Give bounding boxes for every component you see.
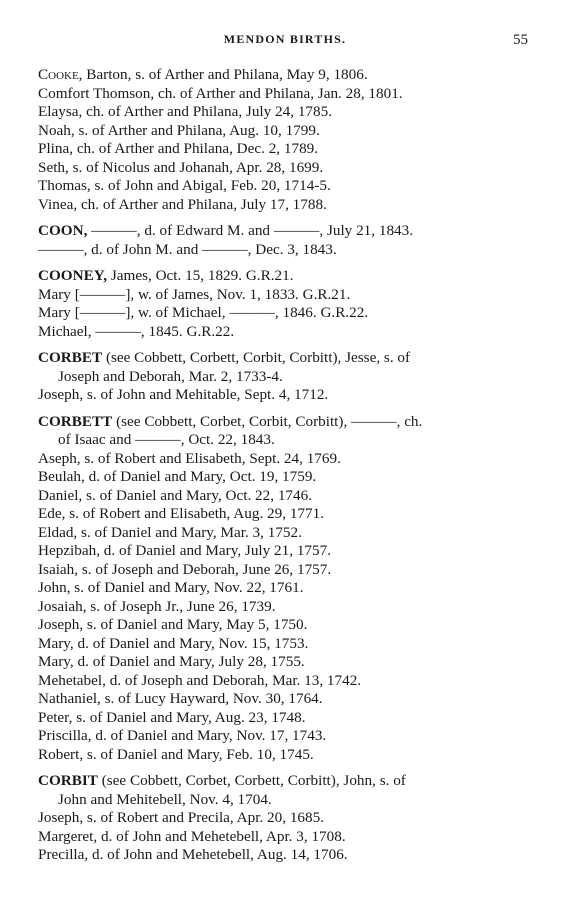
record-text: Joseph and Deborah, Mar. 2, 1733-4. xyxy=(58,367,283,385)
record-line xyxy=(38,561,530,580)
record-line xyxy=(38,177,530,196)
record-text: Aseph, s. of Robert and Elisabeth, Sept. 24, 1769. xyxy=(38,449,341,467)
surname-section xyxy=(38,222,530,259)
record-text: Barton, s. of Arther and Philana, May 9, 1806. xyxy=(82,66,368,83)
record-text: Priscilla, d. of Daniel and Mary, Nov. 17, 1743. xyxy=(38,727,327,744)
record-text: Joseph, s. of Daniel and Mary, May 5, 1750. xyxy=(38,616,308,633)
surname-heading: CORBIT xyxy=(38,772,98,789)
page-number: 55 xyxy=(513,32,528,48)
record-line xyxy=(38,450,530,469)
record-line xyxy=(38,809,530,828)
record-line xyxy=(38,672,530,691)
page-header xyxy=(0,32,570,52)
record-text: James, Oct. 15, 1829. G.R.21. xyxy=(107,267,294,284)
record-text: (see Cobbett, Corbet, Corbit, Corbitt), ———, ch. xyxy=(112,412,423,430)
birth-record-list xyxy=(38,66,530,873)
record-text: John and Mehitebell, Nov. 4, 1704. xyxy=(58,790,272,808)
record-line xyxy=(38,140,530,159)
record-line xyxy=(38,413,530,432)
record-line xyxy=(38,616,530,635)
record-line xyxy=(38,431,530,450)
record-line xyxy=(38,579,530,598)
record-line xyxy=(38,222,530,241)
surname-heading: CORBET xyxy=(38,349,103,366)
record-text: (see Cobbett, Corbet, Corbett, Corbitt), John, s. of xyxy=(97,772,406,789)
record-line xyxy=(38,85,530,104)
surname-section xyxy=(38,267,530,341)
record-line xyxy=(38,368,530,387)
record-text: (see Cobbett, Corbett, Corbit, Corbitt), Jesse, s. of xyxy=(102,349,411,366)
record-text: ———, d. of John M. and ———, Dec. 3, 1843. xyxy=(38,240,337,258)
record-text: Plina, ch. of Arther and Philana, Dec. 2, 1789. xyxy=(38,140,319,157)
record-line xyxy=(38,598,530,617)
record-text: of Isaac and ———, Oct. 22, 1843. xyxy=(58,431,275,448)
record-line xyxy=(38,304,530,323)
record-line xyxy=(38,727,530,746)
record-text: Mary, d. of Daniel and Mary, July 28, 1755. xyxy=(38,653,305,670)
record-text: Daniel, s. of Daniel and Mary, Oct. 22, 1746. xyxy=(38,486,313,504)
surname-heading: COONEY, xyxy=(38,267,108,284)
record-text: Mehetabel, d. of Joseph and Deborah, Mar. 13, 1742. xyxy=(38,671,362,689)
record-line xyxy=(38,746,530,765)
record-line xyxy=(38,542,530,561)
record-line xyxy=(38,122,530,141)
record-text: Seth, s. of Nicolus and Johanah, Apr. 28, 1699. xyxy=(38,158,324,176)
record-text: Beulah, d. of Daniel and Mary, Oct. 19, 1759. xyxy=(38,468,317,485)
surname-section xyxy=(38,66,530,214)
record-line xyxy=(38,468,530,487)
record-line xyxy=(38,487,530,506)
record-line xyxy=(38,505,530,524)
record-text: Elaysa, ch. of Arther and Philana, July 24, 1785. xyxy=(38,103,332,120)
record-text: Mary, d. of Daniel and Mary, Nov. 15, 1753. xyxy=(38,634,309,652)
surname-heading: CORBETT xyxy=(38,412,113,430)
record-line xyxy=(38,828,530,847)
record-text: Robert, s. of Daniel and Mary, Feb. 10, 1745. xyxy=(38,745,314,763)
record-text: Noah, s. of Arther and Philana, Aug. 10, 1799. xyxy=(38,121,320,139)
record-text: Josaiah, s. of Joseph Jr., June 26, 1739. xyxy=(38,597,276,615)
record-line xyxy=(38,323,530,342)
record-line xyxy=(38,846,530,865)
record-line xyxy=(38,267,530,286)
record-line xyxy=(38,196,530,215)
record-line xyxy=(38,286,530,305)
record-line xyxy=(38,349,530,368)
record-text: Precilla, d. of John and Mehetebell, Aug. 14, 1706. xyxy=(38,846,348,863)
record-text: Nathaniel, s. of Lucy Hayward, Nov. 30, 1764. xyxy=(38,690,323,707)
record-text: Mary [———], w. of James, Nov. 1, 1833. G.R.21. xyxy=(38,285,351,303)
surname-heading: COON, xyxy=(38,222,88,239)
record-line xyxy=(38,103,530,122)
record-text: Hepzibah, d. of Daniel and Mary, July 21, 1757. xyxy=(38,542,331,559)
record-line xyxy=(38,791,530,810)
record-line xyxy=(38,386,530,405)
record-line xyxy=(38,524,530,543)
record-text: Vinea, ch. of Arther and Philana, July 17, 1788. xyxy=(38,195,327,213)
record-line xyxy=(38,66,530,85)
surname-section xyxy=(38,349,530,405)
record-text: Michael, ———, 1845. G.R.22. xyxy=(38,322,235,340)
record-text: Thomas, s. of John and Abigal, Feb. 20, 1714-5. xyxy=(38,177,331,194)
surname-section xyxy=(38,413,530,765)
record-line xyxy=(38,635,530,654)
record-text: ———, d. of Edward M. and ———, July 21, 1843. xyxy=(87,222,414,239)
record-text: Joseph, s. of John and Mehitable, Sept. 4, 1712. xyxy=(38,386,329,403)
record-text: Mary [———], w. of Michael, ———, 1846. G.R.22. xyxy=(38,304,369,321)
record-text: Ede, s. of Robert and Elisabeth, Aug. 29, 1771. xyxy=(38,505,324,522)
record-text: Margeret, d. of John and Mehetebell, Apr. 3, 1708. xyxy=(38,827,346,845)
record-text: Eldad, s. of Daniel and Mary, Mar. 3, 1752. xyxy=(38,523,302,541)
record-text: Comfort Thomson, ch. of Arther and Philana, Jan. 28, 1801. xyxy=(38,84,403,102)
record-line xyxy=(38,159,530,178)
record-text: Isaiah, s. of Joseph and Deborah, June 26, 1757. xyxy=(38,560,332,578)
record-line xyxy=(38,709,530,728)
record-line xyxy=(38,653,530,672)
record-text: Joseph, s. of Robert and Precila, Apr. 20, 1685. xyxy=(38,809,324,826)
record-line xyxy=(38,772,530,791)
surname-section xyxy=(38,772,530,865)
record-text: John, s. of Daniel and Mary, Nov. 22, 1761. xyxy=(38,579,304,596)
record-text: Peter, s. of Daniel and Mary, Aug. 23, 1748. xyxy=(38,708,306,726)
surname-heading: Cooke, xyxy=(38,66,83,83)
running-head: MENDON BIRTHS. xyxy=(223,32,347,46)
record-line xyxy=(38,241,530,260)
record-line xyxy=(38,690,530,709)
